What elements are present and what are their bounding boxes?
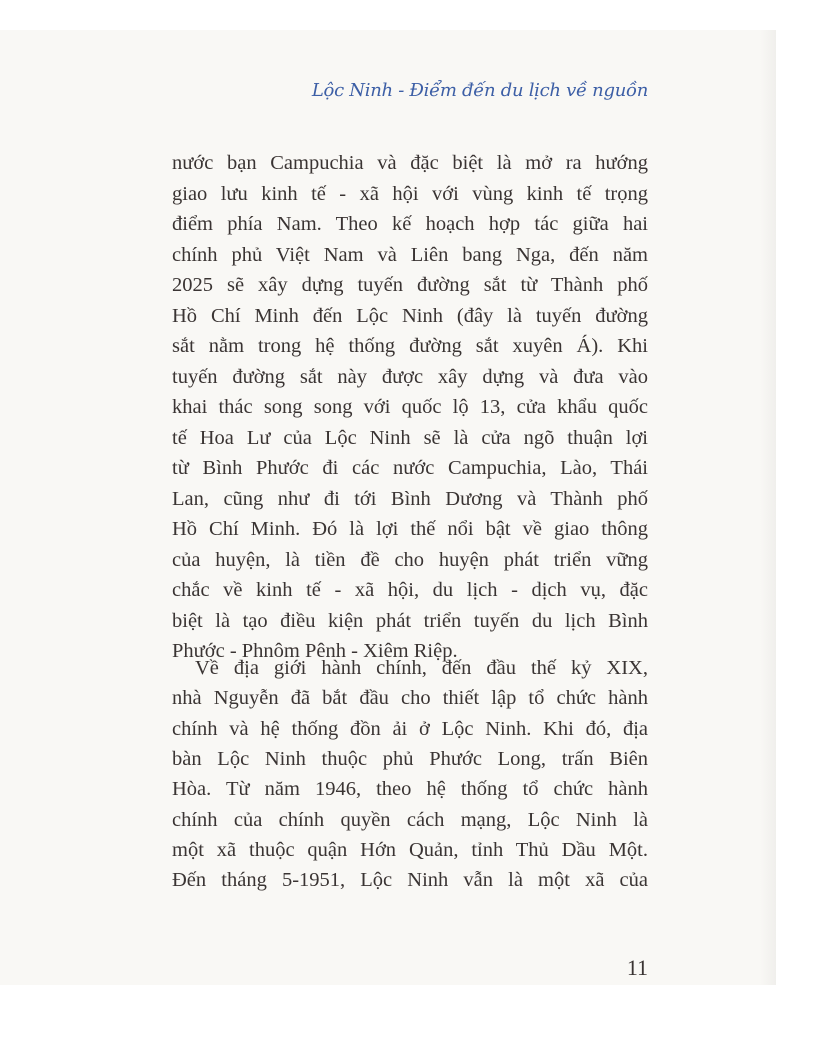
- text-line: điểm phía Nam. Theo kế hoạch hợp tác giữa hai: [172, 213, 648, 235]
- page-number: 11: [626, 955, 648, 980]
- text-line: nước bạn Campuchia và đặc biệt là mở ra hướng: [172, 152, 648, 174]
- text-line: chắc về kinh tế - xã hội, du lịch - dịch vụ, đặc: [172, 579, 648, 601]
- text-line: bàn Lộc Ninh thuộc phủ Phước Long, trấn Biên: [172, 747, 648, 770]
- text-line: một xã thuộc quận Hớn Quản, tỉnh Thủ Dầu Một.: [172, 838, 648, 861]
- text-line: nhà Nguyễn đã bắt đầu cho thiết lập tổ chức hành: [172, 687, 648, 710]
- page-edge-shadow: [760, 30, 776, 985]
- text-line: Lan, cũng như đi tới Bình Dương và Thành phố: [172, 487, 648, 510]
- text-line: Phước - Phnôm Pênh - Xiêm Riệp.: [172, 640, 458, 662]
- text-line: khai thác song song với quốc lộ 13, cửa khẩu quốc: [172, 396, 648, 418]
- text-line: Về địa giới hành chính, đến đầu thế kỷ XIX,: [195, 657, 648, 679]
- text-line: chính phủ Việt Nam và Liên bang Nga, đến năm: [172, 243, 648, 266]
- text-line: từ Bình Phước đi các nước Campuchia, Lào, Thái: [172, 457, 648, 479]
- text-line: biệt là tạo điều kiện phát triển tuyến du lịch Bình: [172, 609, 648, 632]
- text-line: Hồ Chí Minh đến Lộc Ninh (đây là tuyến đường: [172, 304, 648, 327]
- text-line: tuyến đường sắt này được xây dựng và đưa vào: [172, 365, 648, 388]
- text-line: 2025 sẽ xây dựng tuyến đường sắt từ Thành phố: [172, 274, 648, 296]
- text-line: sắt nằm trong hệ thống đường sắt xuyên Á). Khi: [172, 335, 648, 357]
- text-line: tế Hoa Lư của Lộc Ninh sẽ là cửa ngõ thuận lợi: [172, 426, 648, 449]
- running-header: Lộc Ninh - Điểm đến du lịch về nguồn: [311, 80, 648, 101]
- text-line: chính của chính quyền cách mạng, Lộc Ninh là: [172, 808, 648, 831]
- text-line: Đến tháng 5-1951, Lộc Ninh vẫn là một xã của: [172, 869, 648, 892]
- text-line: Hồ Chí Minh. Đó là lợi thế nổi bật về giao thông: [172, 518, 648, 540]
- text-line: giao lưu kinh tế - xã hội với vùng kinh tế trọng: [172, 182, 648, 205]
- text-line: Hòa. Từ năm 1946, theo hệ thống tổ chức hành: [172, 778, 648, 801]
- text-line: chính và hệ thống đồn ải ở Lộc Ninh. Khi đó, địa: [172, 717, 648, 740]
- text-line: của huyện, là tiền đề cho huyện phát triển vững: [172, 548, 648, 571]
